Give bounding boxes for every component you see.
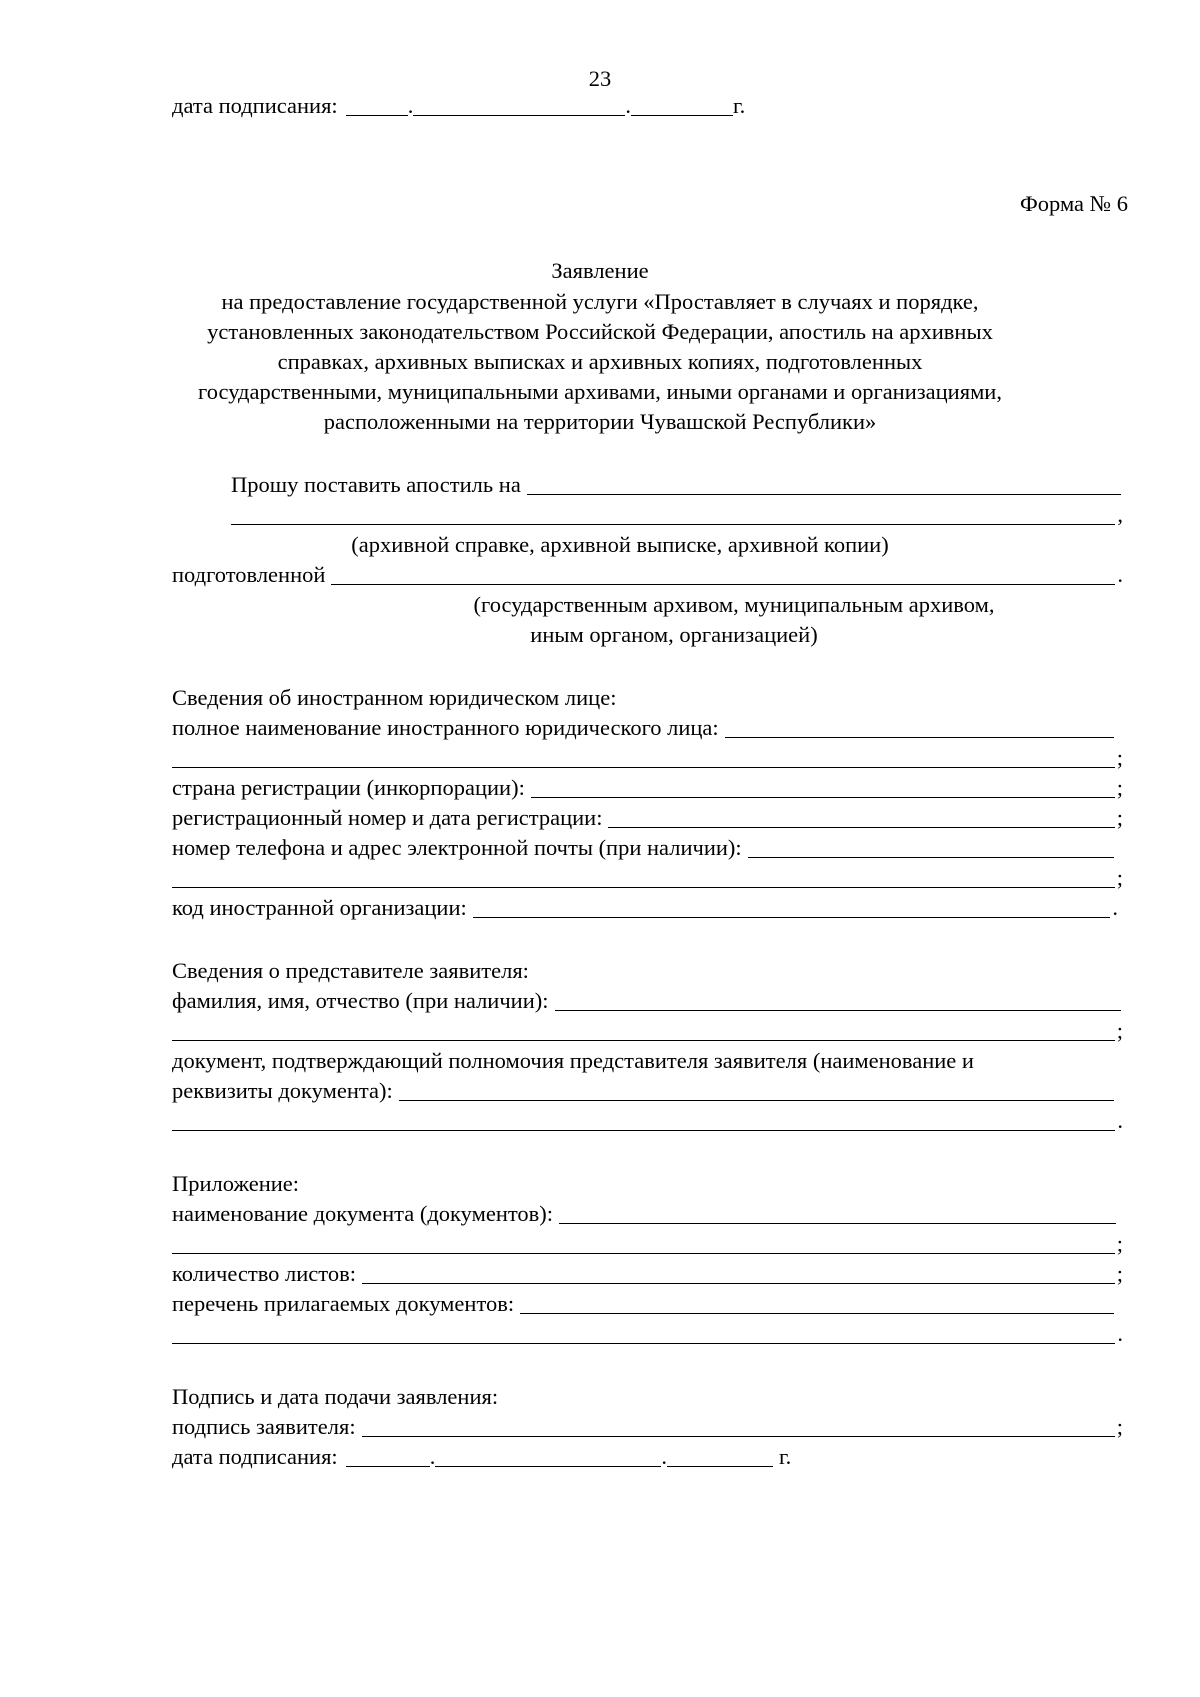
org-code-row: [172, 893, 1118, 923]
attachment-list-field[interactable]: [520, 1291, 1114, 1314]
top-date-dot: .: [625, 93, 631, 118]
org-code-label: код иностранной организации:: [172, 895, 467, 920]
country-label: страна регистрации (инкорпорации):: [172, 775, 525, 800]
rep-name-row-2: [172, 1016, 1123, 1046]
rep-doc-label-1: документ, подтверждающий полномочия представителя заявителя (наименование и: [172, 1048, 974, 1073]
attachment-list-row: [172, 1289, 1116, 1319]
semicolon: ;: [1116, 1414, 1123, 1439]
prepared-by-label: подготовленной: [172, 562, 326, 587]
phone-label: номер телефона и адрес электронной почты (при наличии):: [172, 835, 742, 860]
title-line: расположенными на территории Чувашской Республики»: [323, 409, 877, 434]
signature-label: подпись заявителя:: [172, 1414, 356, 1439]
bottom-signing-date: [172, 1442, 791, 1472]
comma: ,: [1117, 502, 1123, 527]
title-line: справках, архивных выписках и архивных копиях, подготовленных: [277, 349, 923, 374]
full-name-row: [172, 713, 1116, 743]
sheets-count-field[interactable]: [362, 1261, 1115, 1284]
signature-heading: Подпись и дата подачи заявления:: [172, 1384, 499, 1409]
top-date-dot: .: [407, 93, 414, 118]
title-line: установленных законодательством Российской Федерации, апостиль на архивных: [207, 319, 993, 344]
hint-preparer-2: иным органом, организацией): [530, 622, 818, 647]
full-name-field-2[interactable]: [172, 745, 1115, 768]
rep-name-field-2[interactable]: [172, 1018, 1115, 1041]
semicolon: ;: [1116, 805, 1123, 830]
rep-name-label: фамилия, имя, отчество (при наличии):: [172, 988, 549, 1013]
rep-doc-label-2: реквизиты документа):: [172, 1078, 393, 1103]
form-number: Форма № 6: [1020, 191, 1128, 216]
rep-doc-row: [172, 1076, 1116, 1106]
reg-number-row: [172, 803, 1123, 833]
sheets-count-row: [172, 1259, 1123, 1289]
rep-doc-field-2[interactable]: [172, 1108, 1115, 1131]
phone-field[interactable]: [748, 835, 1114, 858]
period: .: [1112, 895, 1118, 920]
bottom-date-year-field[interactable]: [667, 1444, 773, 1467]
attachment-list-label: перечень прилагаемых документов:: [172, 1291, 515, 1316]
title-line: на предоставление государственной услуги «Проставляет в случаях и порядке,: [221, 289, 979, 314]
attachment-name-row-2: [172, 1229, 1123, 1259]
phone-row-2: [172, 863, 1123, 893]
rep-doc-field[interactable]: [399, 1078, 1114, 1101]
bottom-date-month-field[interactable]: [435, 1444, 661, 1467]
document-title: Заявление: [551, 258, 649, 283]
representative-heading: Сведения о представителе заявителя:: [172, 958, 529, 983]
rep-doc-row-2: [172, 1106, 1123, 1136]
apostille-request-row: [231, 470, 1123, 500]
country-row: [172, 773, 1123, 803]
top-date-suffix: г.: [732, 93, 746, 118]
bottom-date-dot: .: [661, 1444, 667, 1469]
top-signing-date: [172, 91, 745, 121]
attachment-name-label: наименование документа (документов):: [172, 1201, 554, 1226]
apostille-request-label: Прошу поставить апостиль на: [231, 472, 521, 497]
title-line: государственными, муниципальными архивами, иными органами и организациями,: [198, 379, 1002, 404]
attachment-heading: Приложение:: [172, 1171, 300, 1196]
full-name-label: полное наименование иностранного юридического лица:: [172, 715, 719, 740]
bottom-date-suffix: г.: [778, 1444, 792, 1469]
attachment-name-field[interactable]: [559, 1201, 1116, 1224]
bottom-date-dot: .: [429, 1444, 436, 1469]
period: .: [1117, 562, 1123, 587]
phone-row: [172, 833, 1116, 863]
rep-name-row: [172, 986, 1123, 1016]
attachment-list-row-2: [172, 1319, 1123, 1349]
top-date-label: дата подписания:: [172, 93, 338, 118]
page-number: 23: [588, 66, 612, 91]
top-date-year-field[interactable]: [631, 93, 733, 116]
reg-number-field[interactable]: [608, 805, 1114, 828]
bottom-date-label: дата подписания:: [172, 1444, 338, 1469]
attachment-name-field-2[interactable]: [172, 1231, 1115, 1254]
period: .: [1117, 1108, 1123, 1133]
apostille-document-field[interactable]: [527, 472, 1121, 495]
prepared-by-field[interactable]: [331, 562, 1115, 585]
bottom-date-day-field[interactable]: [346, 1444, 430, 1467]
semicolon: ;: [1116, 1261, 1123, 1286]
apostille-request-row-2: [231, 500, 1123, 530]
top-date-day-field[interactable]: [346, 93, 408, 116]
sheets-count-label: количество листов:: [172, 1261, 356, 1286]
semicolon: ;: [1116, 865, 1123, 890]
semicolon: ;: [1116, 745, 1123, 770]
attachment-list-field-2[interactable]: [172, 1321, 1115, 1344]
org-code-field[interactable]: [473, 895, 1111, 918]
semicolon: ;: [1116, 1018, 1123, 1043]
rep-name-field[interactable]: [555, 988, 1122, 1011]
reg-number-label: регистрационный номер и дата регистрации:: [172, 805, 603, 830]
full-name-field[interactable]: [725, 715, 1114, 738]
foreign-entity-heading: Сведения об иностранном юридическом лице:: [172, 685, 617, 710]
top-date-month-field[interactable]: [413, 93, 625, 116]
prepared-by-row: [172, 560, 1123, 590]
full-name-row-2: [172, 743, 1123, 773]
attachment-name-row: [172, 1199, 1118, 1229]
period: .: [1117, 1321, 1123, 1346]
hint-preparer-1: (государственным архивом, муниципальным архивом,: [473, 592, 995, 617]
hint-document-type: (архивной справке, архивной выписке, архивной копии): [351, 532, 889, 557]
signature-field[interactable]: [362, 1414, 1115, 1437]
phone-field-2[interactable]: [172, 865, 1115, 888]
semicolon: ;: [1116, 775, 1123, 800]
country-field[interactable]: [531, 775, 1115, 798]
signature-row: [172, 1412, 1123, 1442]
apostille-document-field-2[interactable]: [231, 502, 1115, 525]
semicolon: ;: [1116, 1231, 1123, 1256]
